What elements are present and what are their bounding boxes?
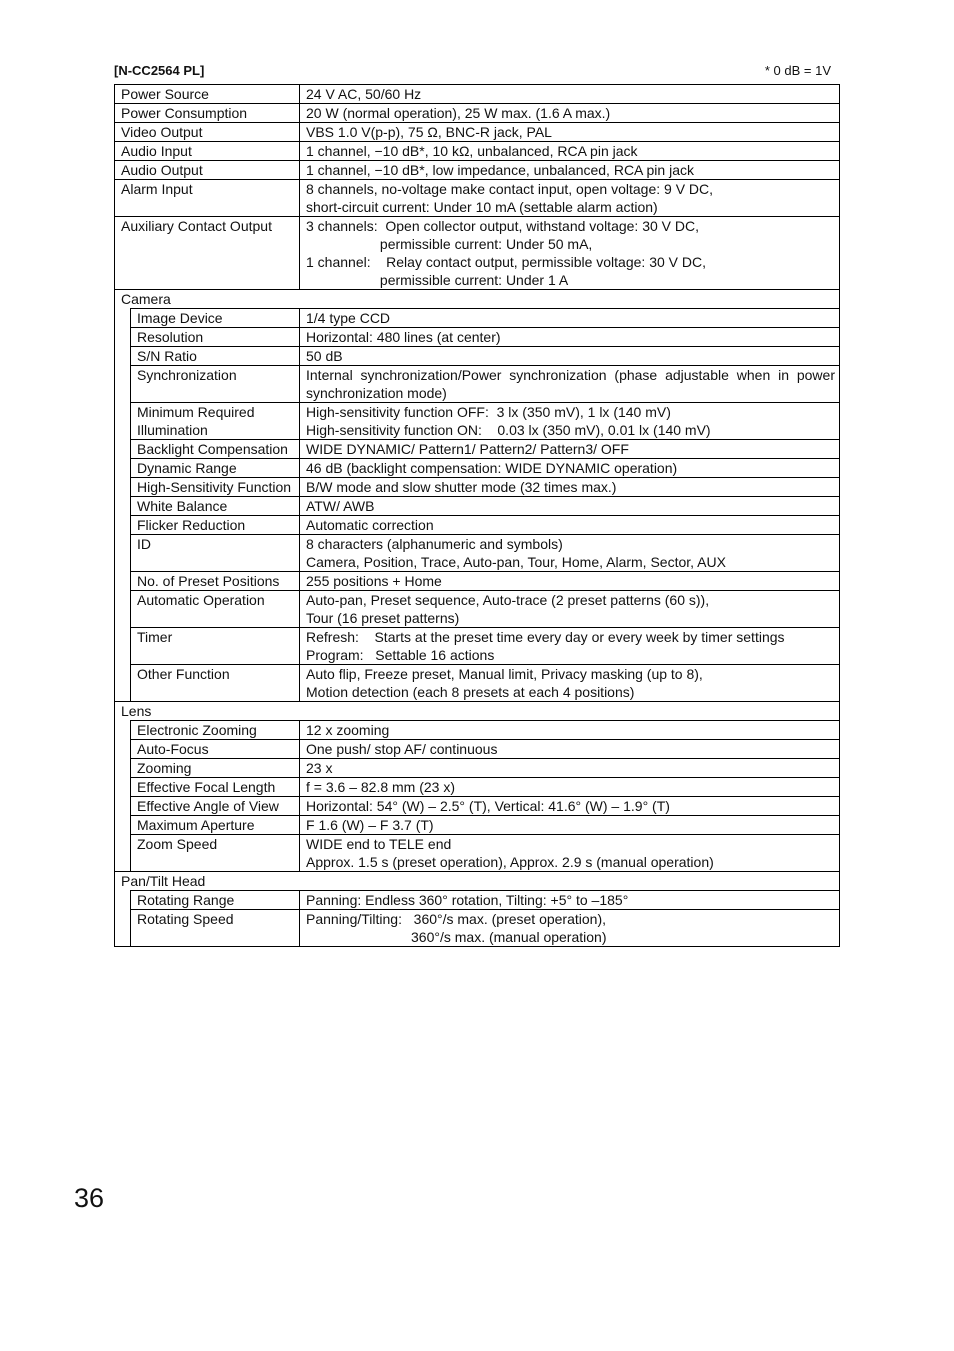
- spec-value: Panning: Endless 360° rotation, Tilting: +5° to –185°: [300, 891, 840, 910]
- spec-value: High-sensitivity function OFF: 3 lx (350 mV), 1 lx (140 mV) High-sensitivity function ON: 0.03 lx (350 mV), 0.01 lx (140 mV): [300, 403, 840, 440]
- spec-label: Other Function: [131, 665, 300, 702]
- spec-value: 23 x: [300, 759, 840, 778]
- spec-value: 3 channels: Open collector output, withstand voltage: 30 V DC, permissible current: Under 50 mA, 1 channel: Relay contact output, permissible voltage: 30 V DC, permissible current: Under 1 A: [300, 217, 840, 290]
- spec-row: [115, 403, 840, 440]
- indent-cell: [115, 535, 131, 572]
- spec-row: [115, 459, 840, 478]
- spec-label: Rotating Speed: [131, 910, 300, 947]
- spec-value: VBS 1.0 V(p-p), 75 Ω, BNC-R jack, PAL: [300, 123, 840, 142]
- section-title: Lens: [115, 702, 840, 721]
- footnote-note: * 0 dB = 1V: [764, 63, 831, 78]
- section-header-camera: [115, 290, 840, 309]
- indent-cell: [115, 309, 131, 328]
- indent-cell: [115, 778, 131, 797]
- spec-value: f = 3.6 – 82.8 mm (23 x): [300, 778, 840, 797]
- spec-value: 50 dB: [300, 347, 840, 366]
- indent-cell: [115, 628, 131, 665]
- indent-cell: [115, 366, 131, 403]
- spec-row: [115, 180, 840, 217]
- spec-row: [115, 740, 840, 759]
- indent-cell: [115, 478, 131, 497]
- indent-cell: [115, 497, 131, 516]
- spec-value: 1 channel, −10 dB*, 10 kΩ, unbalanced, RCA pin jack: [300, 142, 840, 161]
- spec-label: Backlight Compensation: [131, 440, 300, 459]
- spec-label: Effective Angle of View: [131, 797, 300, 816]
- spec-row: [115, 123, 840, 142]
- spec-label: Effective Focal Length: [131, 778, 300, 797]
- spec-row: [115, 721, 840, 740]
- section-title: Camera: [115, 290, 840, 309]
- spec-row: [115, 665, 840, 702]
- page-number: 36: [74, 1183, 105, 1213]
- spec-row: [115, 628, 840, 665]
- spec-label: Synchronization: [131, 366, 300, 403]
- indent-cell: [115, 816, 131, 835]
- spec-label: Image Device: [131, 309, 300, 328]
- spec-row: [115, 478, 840, 497]
- model-heading: [N-CC2564 PL]: [114, 63, 205, 78]
- spec-value: 1 channel, −10 dB*, low impedance, unbalanced, RCA pin jack: [300, 161, 840, 180]
- spec-label: Flicker Reduction: [131, 516, 300, 535]
- spec-value: Auto-pan, Preset sequence, Auto-trace (2 preset patterns (60 s)), Tour (16 preset patterns): [300, 591, 840, 628]
- indent-cell: [115, 440, 131, 459]
- spec-label: White Balance: [131, 497, 300, 516]
- spec-row: [115, 591, 840, 628]
- indent-cell: [115, 459, 131, 478]
- spec-value: WIDE end to TELE end Approx. 1.5 s (preset operation), Approx. 2.9 s (manual operation): [300, 835, 840, 872]
- spec-label: Automatic Operation: [131, 591, 300, 628]
- spec-label: Audio Input: [115, 142, 300, 161]
- spec-value: Auto flip, Freeze preset, Manual limit, Privacy masking (up to 8), Motion detection (each 8 presets at each 4 positions): [300, 665, 840, 702]
- spec-row: [115, 104, 840, 123]
- spec-value: 12 x zooming: [300, 721, 840, 740]
- indent-cell: [115, 572, 131, 591]
- spec-label: Resolution: [131, 328, 300, 347]
- spec-label: Power Source: [115, 85, 300, 104]
- spec-row: [115, 835, 840, 872]
- spec-label: Auxiliary Contact Output: [115, 217, 300, 290]
- spec-value: B/W mode and slow shutter mode (32 times max.): [300, 478, 840, 497]
- spec-row: [115, 516, 840, 535]
- spec-value: 20 W (normal operation), 25 W max. (1.6 A max.): [300, 104, 840, 123]
- spec-row: [115, 910, 840, 947]
- spec-value: Refresh: Starts at the preset time every day or every week by timer settings Program: Settable 16 actions: [300, 628, 840, 665]
- spec-row: [115, 217, 840, 290]
- indent-cell: [115, 891, 131, 910]
- indent-cell: [115, 835, 131, 872]
- spec-label: Dynamic Range: [131, 459, 300, 478]
- indent-cell: [115, 347, 131, 366]
- indent-cell: [115, 328, 131, 347]
- spec-row: [115, 535, 840, 572]
- spec-label: Zoom Speed: [131, 835, 300, 872]
- spec-row: [115, 797, 840, 816]
- spec-row: [115, 347, 840, 366]
- indent-cell: [115, 591, 131, 628]
- spec-label: Audio Output: [115, 161, 300, 180]
- spec-label: No. of Preset Positions: [131, 572, 300, 591]
- indent-cell: [115, 759, 131, 778]
- spec-row: [115, 309, 840, 328]
- spec-value: Horizontal: 480 lines (at center): [300, 328, 840, 347]
- spec-label: Maximum Aperture: [131, 816, 300, 835]
- spec-row: [115, 161, 840, 180]
- spec-label: Auto-Focus: [131, 740, 300, 759]
- spec-value: Horizontal: 54° (W) – 2.5° (T), Vertical: 41.6° (W) – 1.9° (T): [300, 797, 840, 816]
- indent-cell: [115, 516, 131, 535]
- indent-cell: [115, 665, 131, 702]
- indent-cell: [115, 797, 131, 816]
- spec-value: 24 V AC, 50/60 Hz: [300, 85, 840, 104]
- spec-table: [114, 84, 840, 947]
- spec-row: [115, 440, 840, 459]
- spec-value: 46 dB (backlight compensation: WIDE DYNAMIC operation): [300, 459, 840, 478]
- spec-value: Automatic correction: [300, 516, 840, 535]
- spec-label: Power Consumption: [115, 104, 300, 123]
- indent-cell: [115, 403, 131, 440]
- spec-value: 8 characters (alphanumeric and symbols) Camera, Position, Trace, Auto-pan, Tour, Home, Alarm, Sector, AUX: [300, 535, 840, 572]
- spec-label: Alarm Input: [115, 180, 300, 217]
- spec-label: ID: [131, 535, 300, 572]
- spec-value: One push/ stop AF/ continuous: [300, 740, 840, 759]
- spec-value: F 1.6 (W) – F 3.7 (T): [300, 816, 840, 835]
- spec-label: Minimum Required Illumination: [131, 403, 300, 440]
- spec-label: Electronic Zooming: [131, 721, 300, 740]
- spec-label: Zooming: [131, 759, 300, 778]
- section-header-lens: [115, 702, 840, 721]
- spec-row: [115, 816, 840, 835]
- spec-label: S/N Ratio: [131, 347, 300, 366]
- spec-value: ATW/ AWB: [300, 497, 840, 516]
- spec-row: [115, 778, 840, 797]
- spec-row: [115, 366, 840, 403]
- spec-value: 8 channels, no-voltage make contact input, open voltage: 9 V DC, short-circuit current: Under 10 mA (settable alarm action): [300, 180, 840, 217]
- spec-row: [115, 85, 840, 104]
- spec-row: [115, 572, 840, 591]
- spec-label: Timer: [131, 628, 300, 665]
- spec-value: Panning/Tilting: 360°/s max. (preset operation), 360°/s max. (manual operation): [300, 910, 840, 947]
- section-header-pantilt: [115, 872, 840, 891]
- spec-label: Video Output: [115, 123, 300, 142]
- spec-row: [115, 328, 840, 347]
- section-title: Pan/Tilt Head: [115, 872, 840, 891]
- spec-label: Rotating Range: [131, 891, 300, 910]
- indent-cell: [115, 740, 131, 759]
- spec-value: Internal synchronization/Power synchronization (phase adjustable when in power synchronization mode): [300, 366, 840, 403]
- spec-row: [115, 142, 840, 161]
- spec-row: [115, 891, 840, 910]
- spec-row: [115, 759, 840, 778]
- indent-cell: [115, 721, 131, 740]
- spec-label: High-Sensitivity Function: [131, 478, 300, 497]
- indent-cell: [115, 910, 131, 947]
- spec-value: WIDE DYNAMIC/ Pattern1/ Pattern2/ Pattern3/ OFF: [300, 440, 840, 459]
- spec-value: 1/4 type CCD: [300, 309, 840, 328]
- spec-row: [115, 497, 840, 516]
- spec-value: 255 positions + Home: [300, 572, 840, 591]
